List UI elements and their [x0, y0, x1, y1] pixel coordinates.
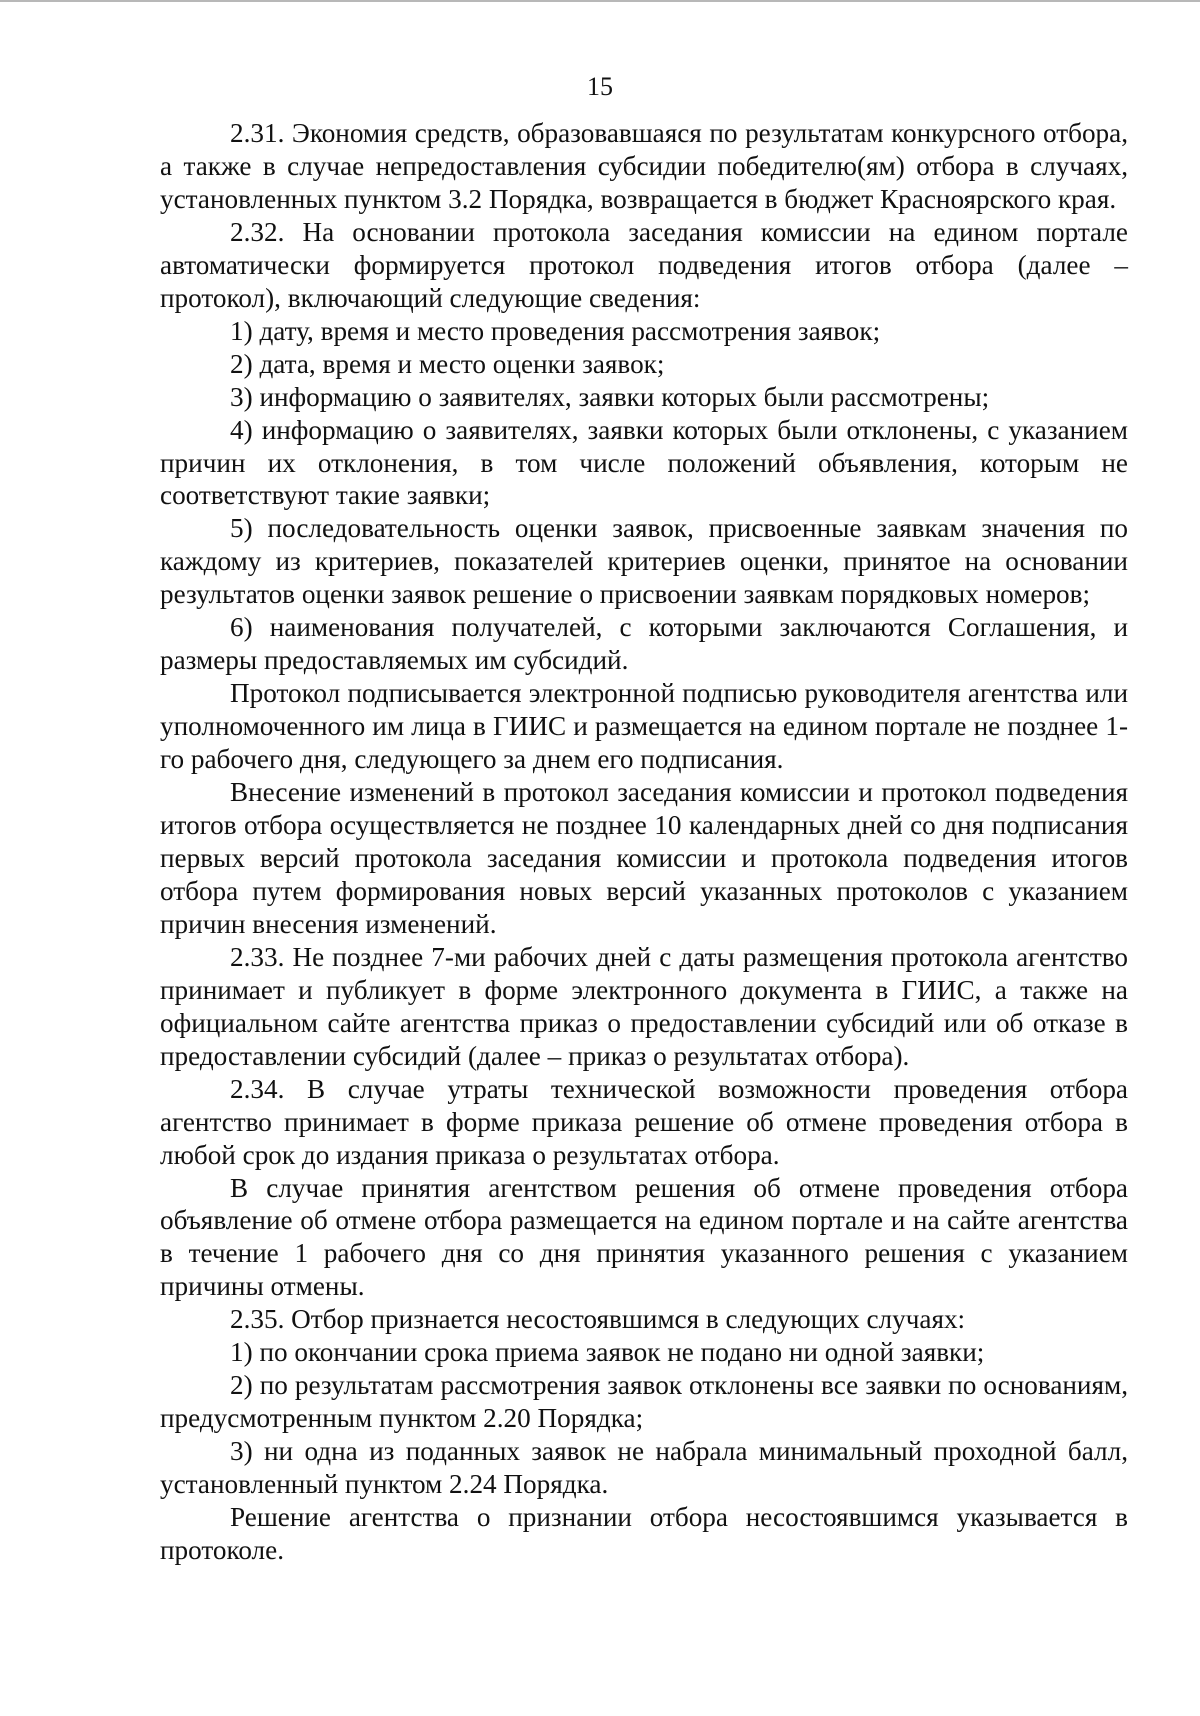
paragraph-final-decision: Решение агентства о признании отбора несостоявшимся указывается в протоколе.	[160, 1502, 1128, 1565]
list-item-2-32-3: 3) информацию о заявителях, заявки которых были рассмотрены;	[230, 381, 990, 412]
scan-top-edge	[0, 0, 1200, 2]
list-item-2-32-4: 4) информацию о заявителях, заявки которых были отклонены, с указанием причин их отклонения, в том числе положений объявления, которым не соответствуют такие заявки;	[160, 414, 1128, 511]
list-item-2-35-3: 3) ни одна из поданных заявок не набрала минимальный проходной балл, установленный пунктом 2.24 Порядка.	[160, 1436, 1128, 1500]
paragraph-2-31: 2.31. Экономия средств, образовавшаяся по результатам конкурсного отбора, а также в случае непредоставления субсидии победителю(ям) отбора в случаях, установленных пунктом 3.2 Порядка, возвращается в бюджет Красноярского края.	[160, 118, 1128, 214]
page-number: 15	[587, 72, 613, 101]
list-item-2-35-1: 1) по окончании срока приема заявок не подано ни одной заявки;	[230, 1337, 985, 1368]
paragraph-2-35: 2.35. Отбор признается несостоявшимся в следующих случаях:	[230, 1304, 966, 1335]
document-body	[160, 117, 1128, 1567]
paragraph-2-33: 2.33. Не позднее 7-ми рабочих дней с даты размещения протокола агентство принимает и публикует в форме электронного документа в ГИИС, а также на официальном сайте агентства приказ о предоставлении субсидий или об отказе в предоставлении субсидий (далее – приказ о результатах отбора).	[160, 941, 1128, 1071]
list-item-2-32-5: 5) последовательность оценки заявок, присвоенные заявкам значения по каждому из критериев, показателей критериев оценки, принятое на основании результатов оценки заявок решение о присвоении заявкам порядковых номеров;	[160, 513, 1128, 610]
list-item-2-35-2: 2) по результатам рассмотрения заявок отклонены все заявки по основаниям, предусмотренным пунктом 2.20 Порядка;	[160, 1370, 1128, 1434]
list-item-2-32-6: 6) наименования получателей, с которыми заключаются Соглашения, и размеры предоставляемых им субсидий.	[160, 612, 1128, 676]
list-item-2-32-2: 2) дата, время и место оценки заявок;	[230, 348, 665, 379]
paragraph-cancellation-notice: В случае принятия агентством решения об отмене проведения отбора объявление об отмене отбора размещается на едином портале и на сайте агентства в течение 1 рабочего дня со дня принятия указанного решения с указанием причины отмены.	[160, 1172, 1128, 1302]
list-item-2-32-1: 1) дату, время и место проведения рассмотрения заявок;	[230, 315, 881, 346]
paragraph-protocol-changes: Внесение изменений в протокол заседания комиссии и протокол подведения итогов отбора осуществляется не позднее 10 календарных дней со дня подписания первых версий протокола заседания комиссии и протокола подведения итогов отбора путем формирования новых версий указанных протоколов с указанием причин внесения изменений.	[160, 777, 1128, 939]
paragraph-protocol-signing: Протокол подписывается электронной подписью руководителя агентства или уполномоченного им лица в ГИИС и размещается на едином портале не позднее 1-го рабочего дня, следующего за днем его подписания.	[160, 678, 1128, 775]
paragraph-2-34: 2.34. В случае утраты технической возможности проведения отбора агентство принимает в форме приказа решение об отмене проведения отбора в любой срок до издания приказа о результатах отбора.	[160, 1073, 1128, 1170]
paragraph-2-32: 2.32. На основании протокола заседания комиссии на едином портале автоматически формируется протокол подведения итогов отбора (далее – протокол), включающий следующие сведения:	[160, 216, 1128, 313]
